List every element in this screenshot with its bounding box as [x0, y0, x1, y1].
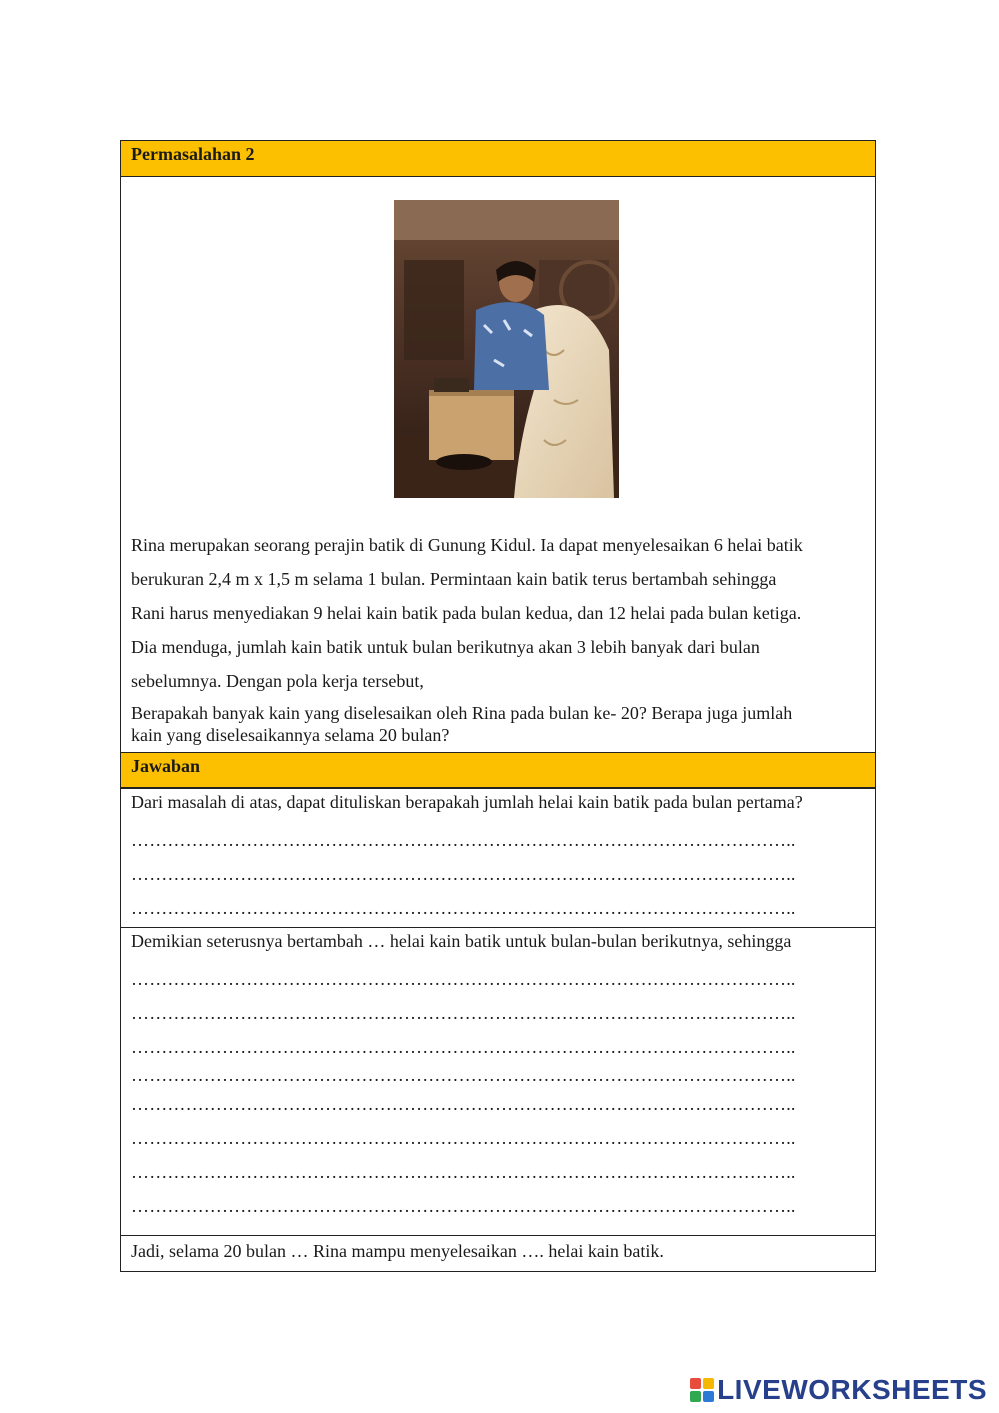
- batik-artisan-photo: [394, 200, 619, 498]
- liveworksheets-logo-text: LIVEWORKSHEETS: [717, 1374, 987, 1405]
- problem-story: [131, 528, 867, 698]
- answer-blank-line[interactable]: ………………………………………………………………………………………………..: [131, 1003, 796, 1023]
- story-line: sebelumnya. Dengan pola kerja tersebut,: [131, 671, 424, 691]
- answer-prompt: Dari masalah di atas, dapat dituliskan berapakah jumlah helai kain batik pada bulan pertama?: [131, 792, 803, 812]
- liveworksheets-logo-icon: [690, 1378, 714, 1402]
- story-line: Dia menduga, jumlah kain batik untuk bulan berikutnya akan 3 lebih banyak dari bulan: [131, 637, 760, 657]
- answer-blank-line[interactable]: ………………………………………………………………………………………………..: [131, 898, 796, 918]
- answer-blank-line[interactable]: ………………………………………………………………………………………………..: [131, 1128, 796, 1148]
- answer-blank-line[interactable]: ………………………………………………………………………………………………..: [131, 830, 796, 850]
- problem-header: Permasalahan 2: [121, 141, 875, 177]
- answer-blank-line[interactable]: ………………………………………………………………………………………………..: [131, 1162, 796, 1182]
- worksheet-table: [120, 140, 876, 1272]
- answer-cell-pattern: [121, 927, 875, 1235]
- story-line: Rani harus menyediakan 9 helai kain batik pada bulan kedua, dan 12 helai pada bulan ketiga.: [131, 603, 802, 623]
- answer-blank-line[interactable]: ………………………………………………………………………………………………..: [131, 1094, 796, 1114]
- story-line: Rina merupakan seorang perajin batik di Gunung Kidul. Ia dapat menyelesaikan 6 helai batik: [131, 535, 803, 555]
- problem-section: [121, 177, 875, 752]
- story-line: berukuran 2,4 m x 1,5 m selama 1 bulan. Permintaan kain batik terus bertambah sehingga: [131, 569, 777, 589]
- question-line: Berapakah banyak kain yang diselesaikan oleh Rina pada bulan ke- 20? Berapa juga jumlah: [131, 703, 793, 723]
- liveworksheets-branding: [690, 1373, 987, 1407]
- answer-cell-first-month: [121, 788, 875, 927]
- answer-prompt: Demikian seterusnya bertambah … helai kain batik untuk bulan-bulan berikutnya, sehingga: [131, 931, 792, 951]
- answer-blank-line[interactable]: ………………………………………………………………………………………………..: [131, 1196, 796, 1216]
- question-line: kain yang diselesaikannya selama 20 bulan?: [131, 725, 450, 745]
- conclusion-text: Jadi, selama 20 bulan … Rina mampu menyelesaikan …. helai kain batik.: [131, 1241, 664, 1261]
- answer-blank-line[interactable]: ………………………………………………………………………………………………..: [131, 864, 796, 884]
- answer-blank-line[interactable]: ………………………………………………………………………………………………..: [131, 969, 796, 989]
- answer-blank-line[interactable]: ………………………………………………………………………………………………..: [131, 1037, 796, 1057]
- answer-blank-line[interactable]: ………………………………………………………………………………………………..: [131, 1065, 796, 1085]
- answer-header: Jawaban: [121, 752, 875, 788]
- problem-question: [131, 702, 881, 746]
- answer-cell-conclusion: [121, 1235, 875, 1271]
